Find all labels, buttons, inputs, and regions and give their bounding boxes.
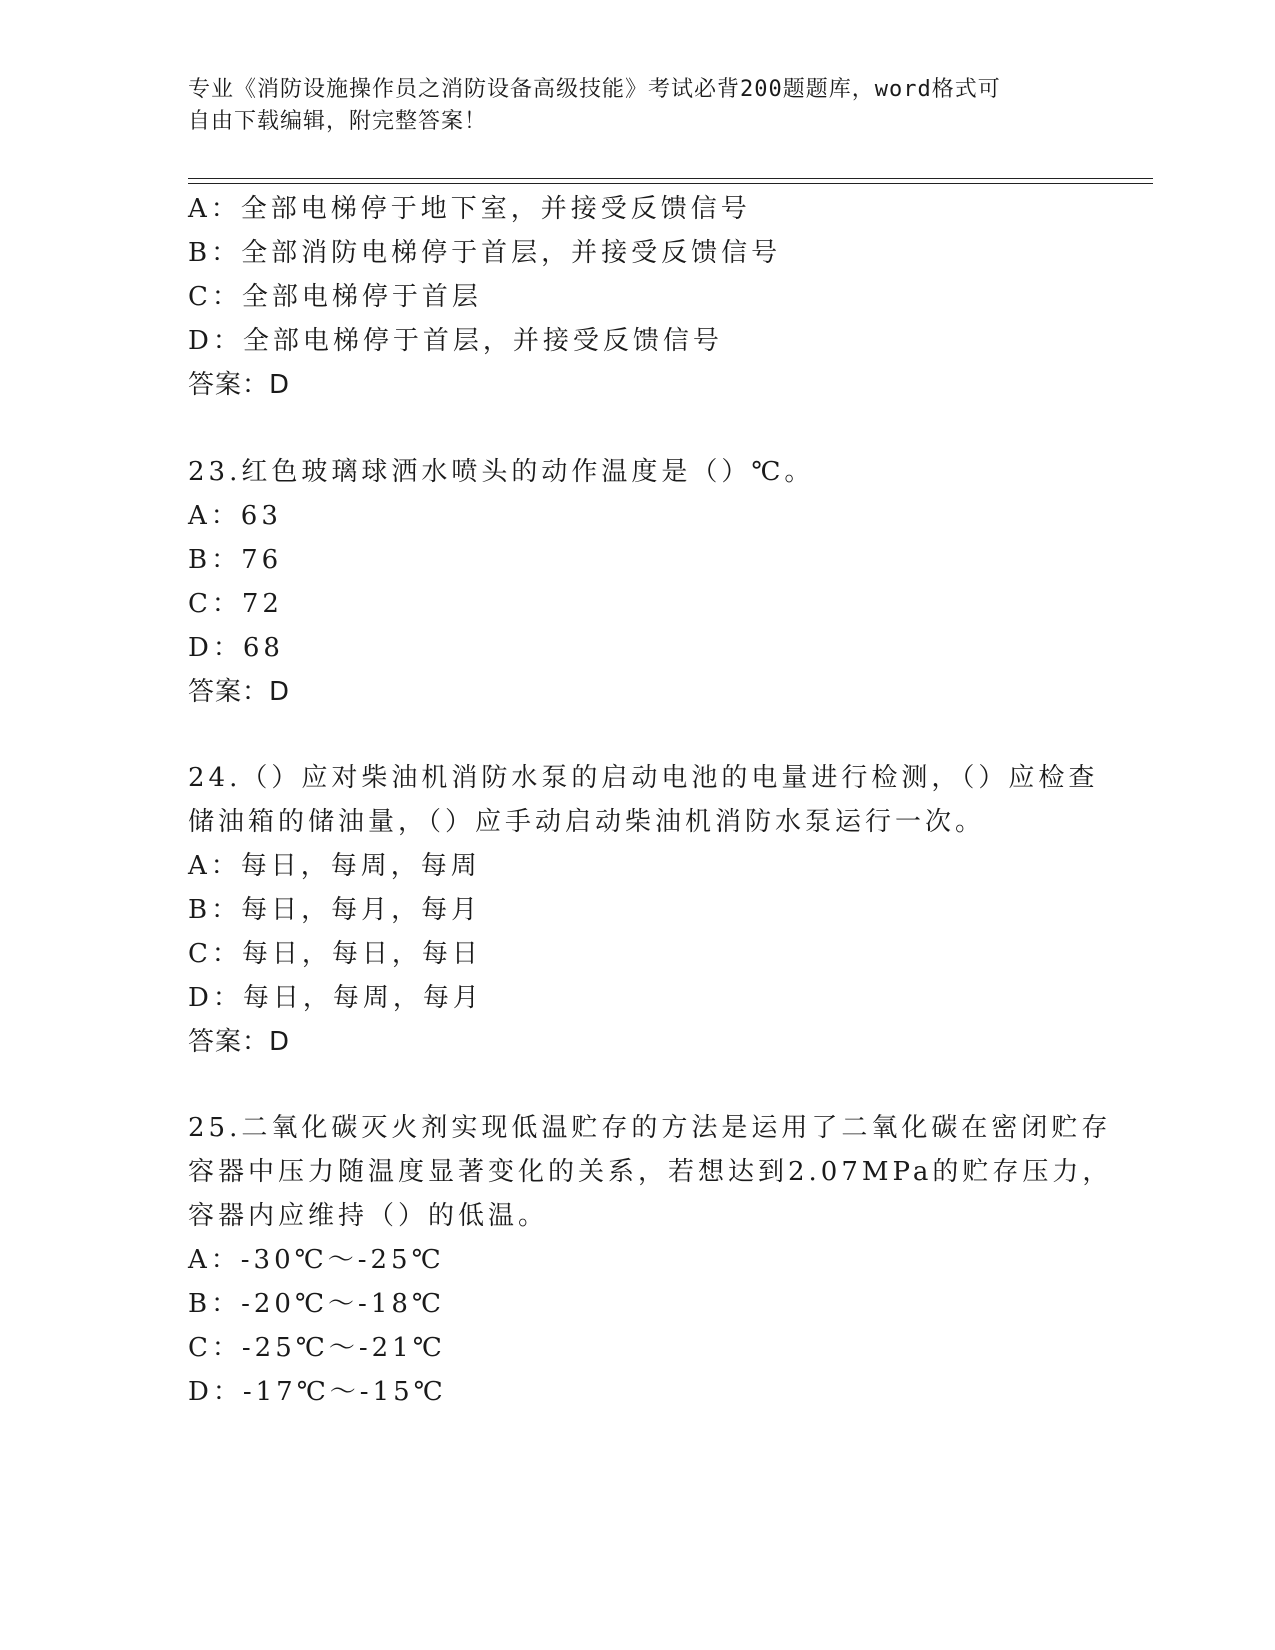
q22-option-c: C：全部电梯停于首层	[188, 282, 482, 312]
q24-question-line-2: 储油箱的储油量，（）应手动启动柴油机消防水泵运行一次。	[188, 807, 986, 837]
q25-option-c: C：-25℃～-21℃	[188, 1333, 446, 1363]
q25-question-line-1: 25.二氧化碳灭火剂实现低温贮存的方法是运用了二氧化碳在密闭贮存	[188, 1113, 1112, 1143]
q24-option-b: B：每日，每月，每月	[188, 895, 482, 925]
q23-question: 23.红色玻璃球洒水喷头的动作温度是（）℃。	[188, 457, 815, 487]
q25-option-b: B：-20℃～-18℃	[188, 1289, 446, 1319]
q25-option-a: A：-30℃～-25℃	[188, 1245, 445, 1275]
q23-option-b: B：76	[188, 545, 283, 575]
q23-option-a: A：63	[188, 501, 282, 531]
document-header	[188, 74, 1068, 138]
header-line-1: 专业《消防设施操作员之消防设备高级技能》考试必背200题题库，word格式可	[188, 77, 1001, 102]
q22-answer: 答案：D	[188, 370, 291, 400]
header-divider-bottom	[188, 183, 1153, 184]
q22-option-a: A：全部电梯停于地下室，并接受反馈信号	[188, 194, 751, 224]
q24-option-c: C：每日，每日，每日	[188, 939, 482, 969]
q24-answer: 答案：D	[188, 1027, 291, 1057]
q22-option-d: D：全部电梯停于首层，并接受反馈信号	[188, 326, 723, 356]
q25-question-line-3: 容器内应维持（）的低温。	[188, 1201, 549, 1231]
q24-option-d: D：每日，每周，每月	[188, 983, 483, 1013]
q25-question-line-2: 容器中压力随温度显著变化的关系，若想达到2.07MPa的贮存压力，	[188, 1157, 1113, 1187]
header-divider-top	[188, 178, 1153, 179]
q24-option-a: A：每日，每周，每周	[188, 851, 481, 881]
q23-option-c: C：72	[188, 589, 283, 619]
q23-answer: 答案：D	[188, 677, 291, 707]
q22-option-b: B：全部消防电梯停于首层，并接受反馈信号	[188, 238, 782, 268]
q24-question-line-1: 24.（）应对柴油机消防水泵的启动电池的电量进行检测，（）应检查	[188, 763, 1099, 793]
header-line-2: 自由下载编辑，附完整答案！	[188, 109, 488, 134]
q23-option-d: D：68	[188, 633, 284, 663]
q25-option-d: D：-17℃～-15℃	[188, 1377, 447, 1407]
